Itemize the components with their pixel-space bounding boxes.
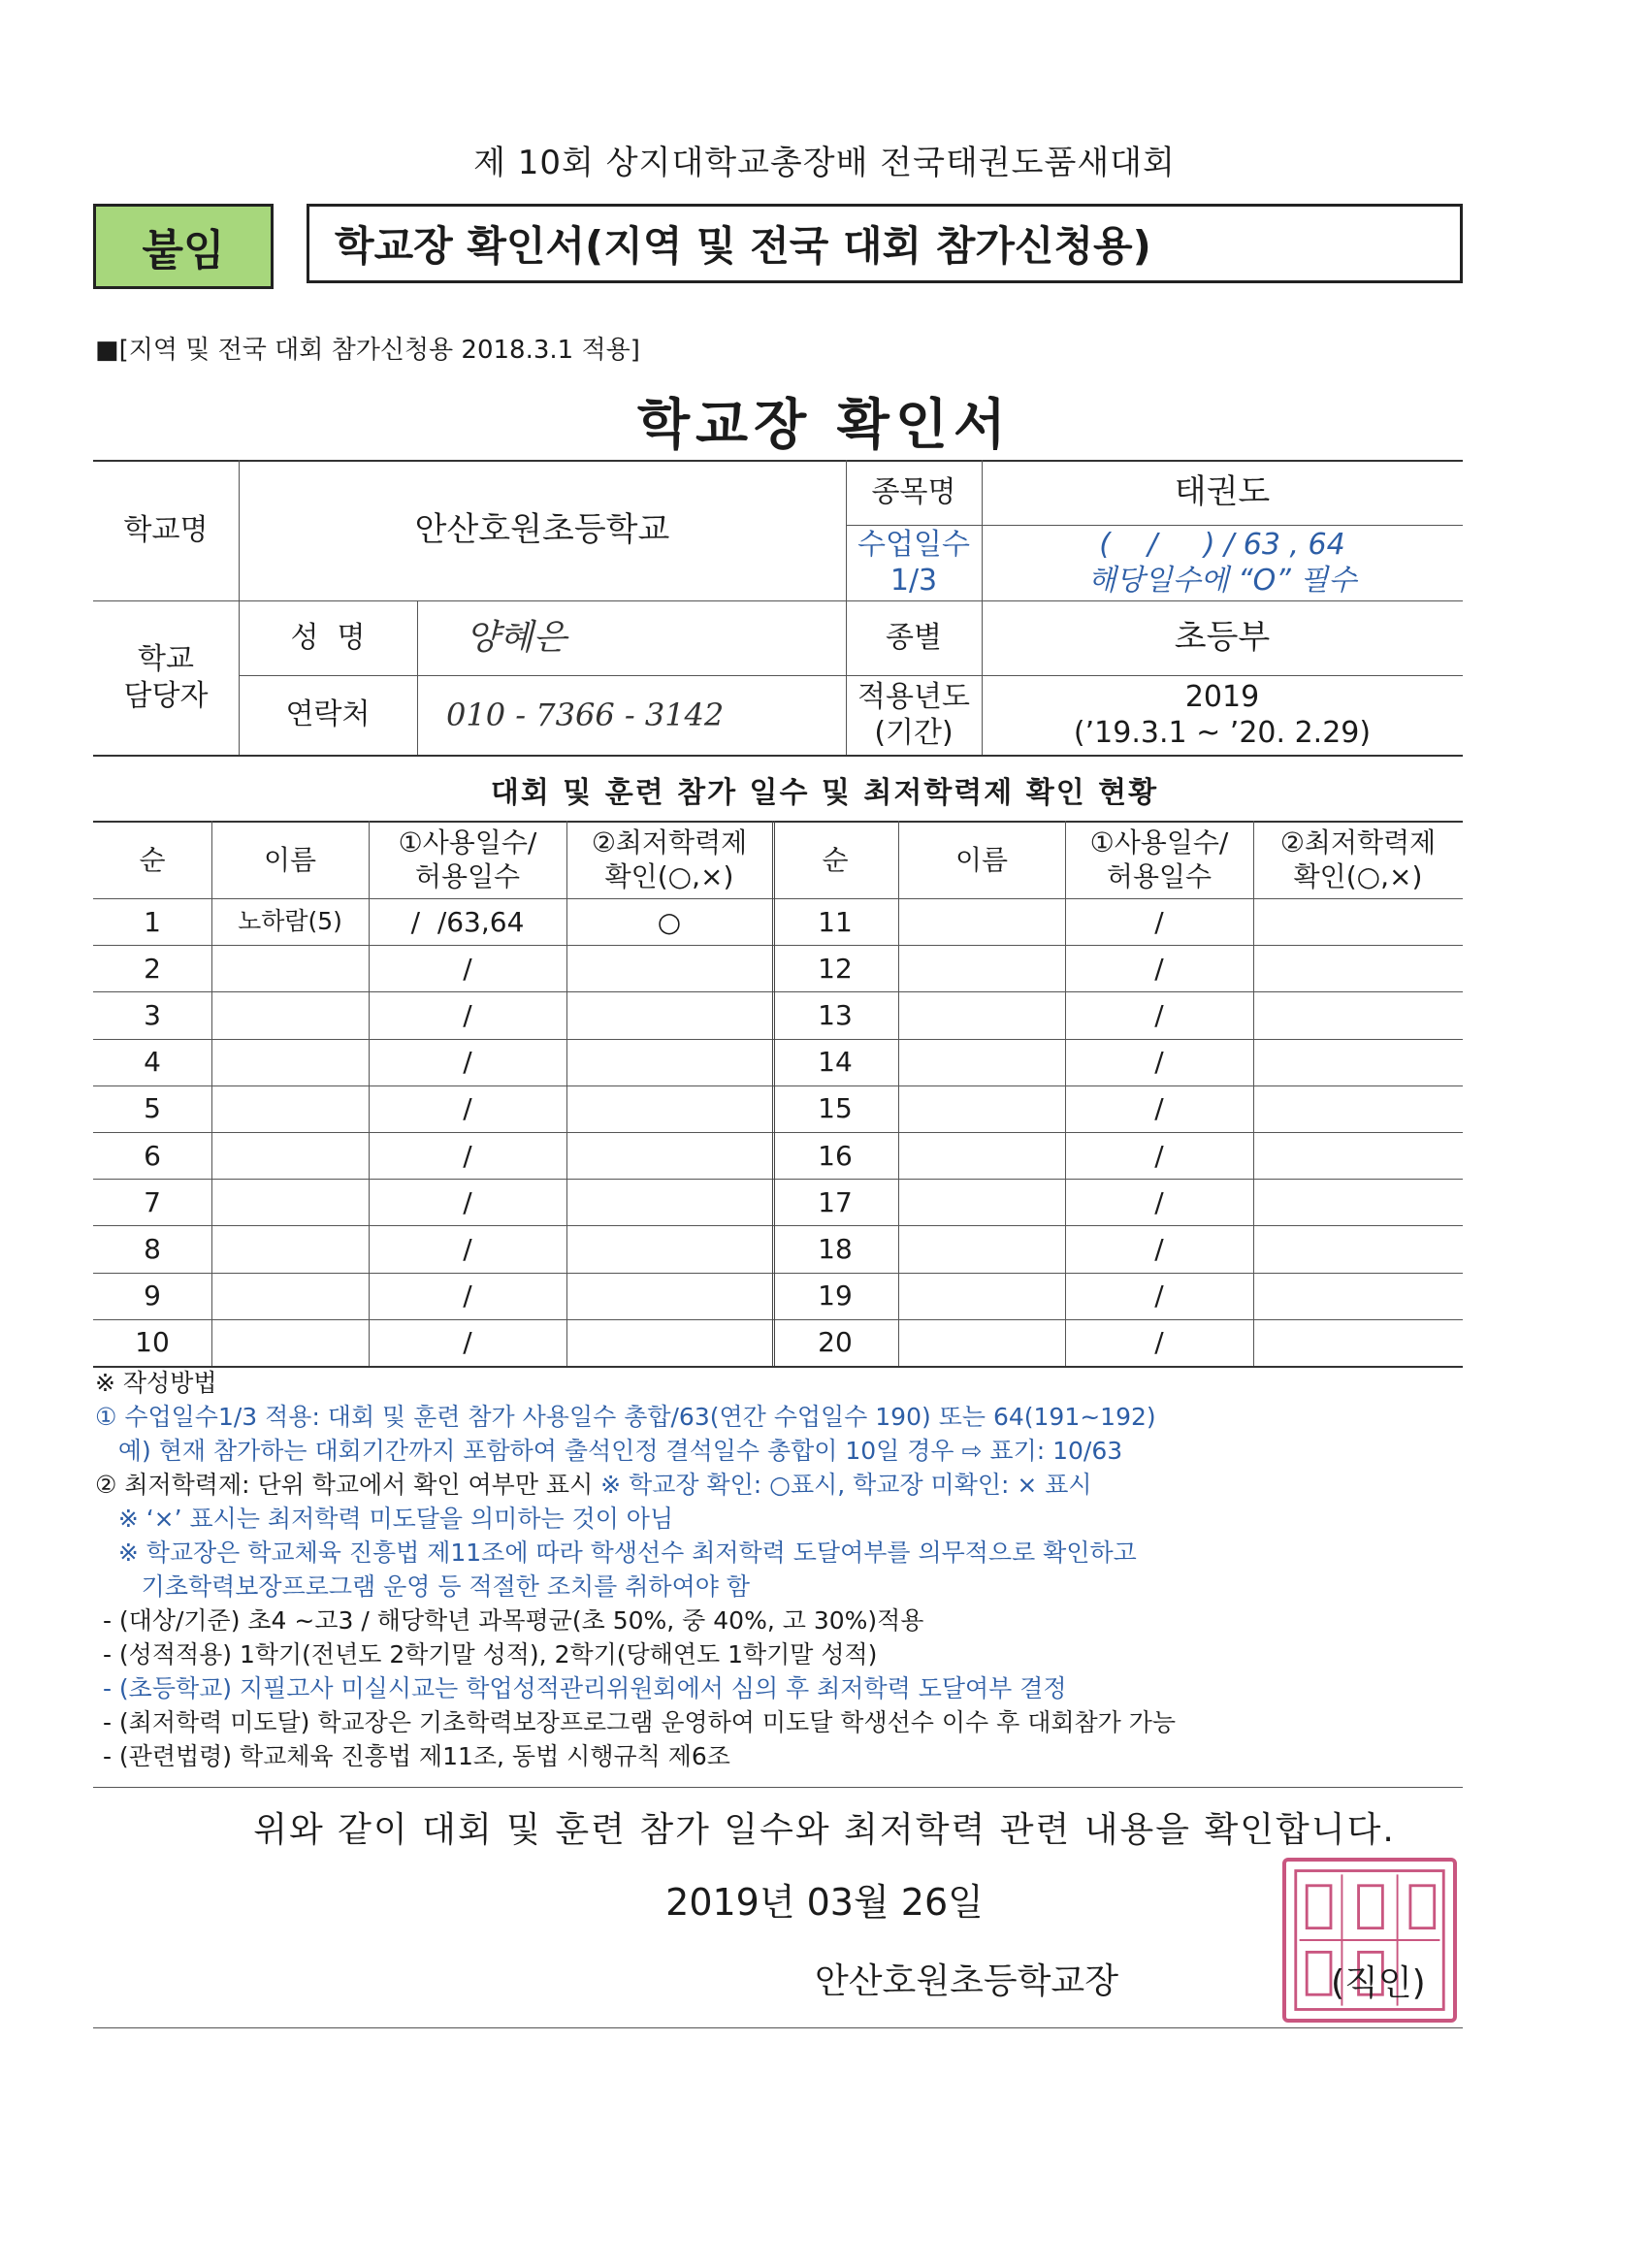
list-cell-no: 13 <box>818 998 853 1031</box>
list-cell-name <box>898 1085 1065 1132</box>
header-name: 이름 <box>954 843 1009 876</box>
list-cell-name <box>211 1132 369 1179</box>
list-cell-name <box>898 898 1065 945</box>
list-cell-days: / <box>1154 1185 1164 1218</box>
division-value: 초등부 <box>1174 618 1271 658</box>
list-cell-days: / <box>463 1046 472 1079</box>
list-cell-no: 4 <box>144 1046 161 1079</box>
list-cell-days: / <box>1154 952 1164 985</box>
school-days-fraction: 1/3 <box>889 564 938 598</box>
year-value <box>982 675 1463 755</box>
list-cell-name <box>898 991 1065 1038</box>
list-cell-no: 18 <box>818 1232 853 1265</box>
info-line-bottom <box>93 755 1463 757</box>
list-cell-no: 19 <box>818 1280 853 1312</box>
list-cell-name <box>211 945 369 991</box>
list-cell-days: / <box>463 1185 472 1218</box>
notes-line-10: - (최저학력 미도달) 학교장은 기초학력보장프로그램 운영하여 미도달 학생선수 이수 후 대회참가 가능 <box>95 1708 1177 1736</box>
school-days-note: 해당일수에 “O” 필수 <box>1087 564 1357 598</box>
list-cell-check <box>1253 1225 1463 1272</box>
list-cell-check <box>1253 991 1463 1038</box>
form-subtitle: ■[지역 및 전국 대회 참가신청용 2018.3.1 적용] <box>95 336 640 365</box>
header-check: ②최저학력제 확인(○,×) <box>591 826 748 892</box>
notes-line-11: - (관련법령) 학교체육 진흥법 제11조, 동법 시행규칙 제6조 <box>95 1742 730 1770</box>
sport-value: 태권도 <box>1174 472 1271 512</box>
list-cell-days: / <box>463 998 472 1031</box>
list-cell-name <box>898 1319 1065 1366</box>
list-cell-no: 6 <box>144 1139 161 1172</box>
period-value-text: (’19.3.1 ~ ’20. 2.29) <box>1073 716 1372 750</box>
header-days: ①사용일수/ 허용일수 <box>1089 826 1229 892</box>
list-cell-no: 16 <box>818 1139 853 1172</box>
instructions <box>95 1366 1472 1773</box>
list-cell-days: / <box>1154 1046 1164 1079</box>
header-name: 이름 <box>263 843 317 876</box>
notes-heading: ※ 작성방법 <box>95 1369 217 1397</box>
list-cell-check <box>1253 1319 1463 1366</box>
list-title: 대회 및 훈련 참가 일수 및 최저학력제 확인 현황 <box>490 776 1159 810</box>
header-no: 순 <box>822 843 849 876</box>
page-title: 학교장 확인서 <box>636 394 1013 457</box>
list-cell-check <box>566 1039 772 1085</box>
division-label: 종별 <box>886 620 942 655</box>
year-label <box>846 675 982 755</box>
list-cell-check <box>1253 1179 1463 1225</box>
list-cell-name <box>211 1319 369 1366</box>
list-cell-days: / <box>1154 998 1164 1031</box>
list-cell-days: / <box>1154 1092 1164 1125</box>
confirmation-statement: 위와 같이 대회 및 훈련 참가 일수와 최저학력 관련 내용을 확인합니다. <box>253 1810 1396 1850</box>
event-title: 제 10회 상지대학교총장배 전국태권도품새대회 <box>473 144 1176 182</box>
list-cell-no: 15 <box>818 1092 853 1125</box>
notes-line-3-emphasis: ※ 학교장 확인: ○표시, 학교장 미확인: × 표시 <box>600 1471 1092 1499</box>
list-cell-no: 7 <box>144 1185 161 1218</box>
notes-line-5: ※ 학교장은 학교체육 진흥법 제11조에 따라 학생선수 최저학력 도달여부를 의무적으로 확인하고 <box>95 1539 1137 1567</box>
list-cell-no: 12 <box>818 952 853 985</box>
school-days-label-text: 수업일수 <box>857 527 970 562</box>
list-cell-name <box>211 1225 369 1272</box>
list-cell-days: / <box>463 1280 472 1312</box>
list-cell-name <box>898 1273 1065 1319</box>
contact-label: 연락처 <box>285 697 371 732</box>
list-cell-no: 2 <box>144 952 161 985</box>
manager-name: 양혜은 <box>466 618 567 658</box>
list-cell-check <box>1253 1132 1463 1179</box>
list-cell-check <box>566 1273 772 1319</box>
notes-line-8: - (성적적용) 1학기(전년도 2학기말 성적), 2학기(당해연도 1학기말 성적) <box>95 1640 878 1669</box>
school-days-label <box>846 525 982 600</box>
list-cell-name: 노하람(5) <box>238 907 342 936</box>
list-cell-name <box>898 1132 1065 1179</box>
list-cell-no: 8 <box>144 1232 161 1265</box>
list-cell-days: / /63,64 <box>410 905 525 938</box>
list-cell-no: 11 <box>818 905 853 938</box>
list-cell-check <box>1253 1039 1463 1085</box>
list-cell-no: 10 <box>135 1326 170 1359</box>
list-cell-days: / <box>1154 1326 1164 1359</box>
list-cell-no: 5 <box>144 1092 161 1125</box>
list-cell-no: 9 <box>144 1280 161 1312</box>
seal-label: (직인) <box>1331 1963 1426 2003</box>
school-days-count: ( / ) / 63 , 64 <box>1099 527 1345 562</box>
notes-line-6: 기초학력보장프로그램 운영 등 적절한 조치를 취하여야 함 <box>95 1572 750 1601</box>
list-cell-check <box>566 1132 772 1179</box>
list-cell-check <box>1253 1273 1463 1319</box>
list-cell-name <box>898 1039 1065 1085</box>
principal-signature-line: 안산호원초등학교장 <box>815 1961 1118 2001</box>
list-cell-name <box>211 1273 369 1319</box>
list-cell-check <box>566 1225 772 1272</box>
list-cell-no: 14 <box>818 1046 853 1079</box>
notes-line-3-text: ② 최저학력제: 단위 학교에서 확인 여부만 표시 <box>95 1471 601 1499</box>
year-label-text: 적용년도 <box>857 679 970 714</box>
list-cell-no: 20 <box>818 1326 853 1359</box>
list-cell-no: 3 <box>144 998 161 1031</box>
list-cell-days: / <box>1154 1280 1164 1312</box>
list-cell-days: / <box>463 1139 472 1172</box>
list-cell-days: / <box>463 1092 472 1125</box>
list-cell-days: / <box>1154 1232 1164 1265</box>
list-cell-name <box>211 1085 369 1132</box>
list-cell-days: / <box>463 952 472 985</box>
list-cell-days: / <box>463 1232 472 1265</box>
list-cell-check <box>566 1179 772 1225</box>
notes-line-4: ※ ‘×’ 표시는 최저학력 미도달을 의미하는 것이 아님 <box>95 1505 674 1533</box>
year-value-text: 2019 <box>1184 679 1260 714</box>
sport-label: 종목명 <box>871 474 956 509</box>
notes-line-3 <box>95 1468 1472 1502</box>
notes-line-2: 예) 현재 참가하는 대회기간까지 포함하여 출석인정 결석일수 총합이 10일 경우 ⇨ 표기: 10/63 <box>95 1437 1123 1465</box>
list-cell-no: 1 <box>144 905 161 938</box>
issue-date: 2019년 03월 26일 <box>665 1881 984 1924</box>
list-cell-name <box>211 1039 369 1085</box>
header-check: ②최저학력제 확인(○,×) <box>1279 826 1437 892</box>
notes-line-7: - (대상/기준) 초4 ~고3 / 해당학년 과목평균(초 50%, 중 40%, 고 30%)적용 <box>95 1606 924 1635</box>
header-days: ①사용일수/ 허용일수 <box>398 826 537 892</box>
list-cell-name <box>898 1179 1065 1225</box>
school-label: 학교명 <box>123 512 209 547</box>
list-cell-days: / <box>1154 1139 1164 1172</box>
list-cell-name <box>898 945 1065 991</box>
notes-line-9: - (초등학교) 지필고사 미실시교는 학업성적관리위원회에서 심의 후 최저학력 도달여부 결정 <box>95 1674 1067 1702</box>
list-cell-name <box>898 1225 1065 1272</box>
header-no: 순 <box>139 843 166 876</box>
list-cell-days: / <box>1154 905 1164 938</box>
list-cell-check: ○ <box>657 905 682 938</box>
list-cell-check <box>566 945 772 991</box>
list-cell-check <box>566 1085 772 1132</box>
notes-divider <box>93 1787 1463 1788</box>
footer-divider <box>93 2027 1463 2028</box>
list-cell-name <box>211 991 369 1038</box>
list-cell-name <box>211 1179 369 1225</box>
list-cell-days: / <box>463 1326 472 1359</box>
school-days-value <box>982 525 1463 600</box>
manager-label: 학교 담당자 <box>123 642 209 713</box>
list-cell-check <box>1253 1085 1463 1132</box>
notes-line-1: ① 수업일수1/3 적용: 대회 및 훈련 참가 사용일수 총합/63(연간 수업일수 190) 또는 64(191~192) <box>95 1403 1156 1431</box>
period-label-text: (기간) <box>874 716 954 750</box>
document-title-box: 학교장 확인서(지역 및 전국 대회 참가신청용) <box>307 204 1463 283</box>
manager-contact: 010 - 7366 - 3142 <box>446 697 725 733</box>
list-cell-check <box>566 991 772 1038</box>
list-cell-no: 17 <box>818 1185 853 1218</box>
list-cell-check <box>1253 898 1463 945</box>
list-cell-check <box>1253 945 1463 991</box>
attachment-tag: 붙임 <box>93 204 274 289</box>
list-cell-check <box>566 1319 772 1366</box>
school-name: 안산호원초등학교 <box>414 510 670 550</box>
name-label: 성 명 <box>290 620 366 655</box>
